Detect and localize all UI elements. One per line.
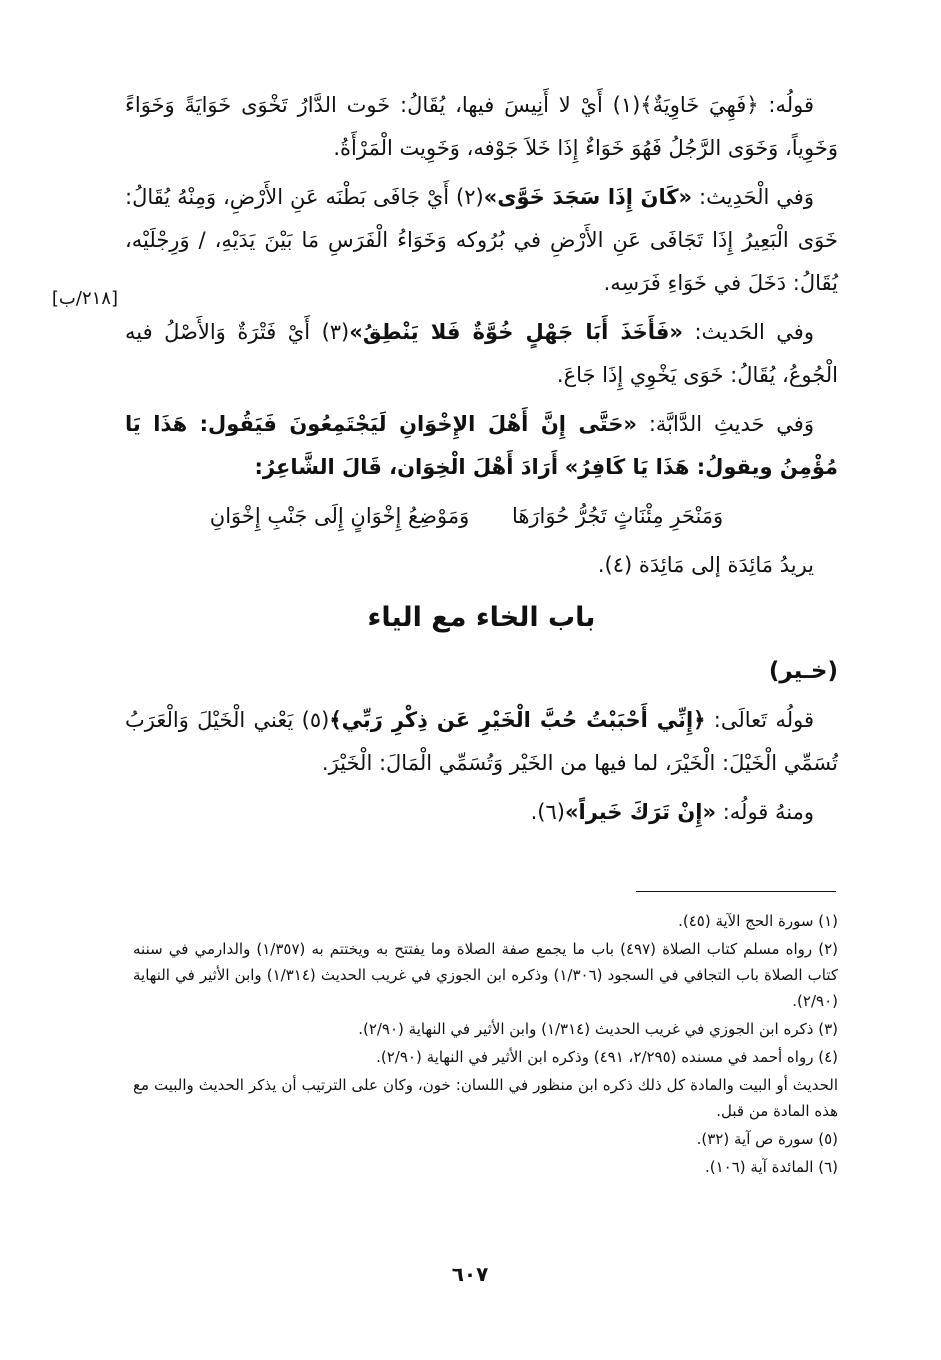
footnote-separator — [636, 891, 836, 892]
footnotes — [133, 908, 838, 1182]
hadith-quote: «كَانَ إِذَا سَجَدَ خَوَّى» — [483, 185, 693, 209]
footnote: (٢) رواه مسلم كتاب الصلاة (٤٩٧) باب ما يجمع صفة الصلاة وما يفتتح به ويختتم به (١/٣٥٧) والدارمي في سننه كتاب الصلاة باب التجافي في السجود (١/٣٠٦) وذكره ابن الجوزي في غريب الحديث (١/٣١٤) وابن الأثير في النهاية (٢/٩٠). — [133, 940, 838, 1010]
paragraph-maida: يريدُ مَائِدَة إلى مَائِدَة (٤). — [597, 553, 814, 577]
hadith-quote: «حَتَّى إِنَّ أَهْلَ الإِخْوَانِ لَيَجْتَمِعُونَ فَيَقُول: هَذَا يَا مُؤْمِنُ ويقولُ: هَذَا يَا كَافِرُ» — [125, 412, 838, 479]
main-text — [125, 84, 838, 840]
quran-quote: ﴿إِنِّي أَحْبَبْتُ حُبَّ الْخَيْرِ عَن ذِكْرِ رَبِّي﴾ — [329, 708, 706, 732]
paragraph-rest: (٢) أَيْ جَافَى بَطْنَه عَنِ الأَرْضِ، وَمِنْهُ يُقَالُ: خَوَى الْبَعِيرُ إِذَا تَجَافَى عَنِ الأَرْضِ في بُرُوكه وَخَوَاءُ الْفَرَسِ مَا بَيْنَ يَدَيْهِ، / وَرِجْلَيْه، يُقَالُ: دَخَلَ في خَوَاءِ فَرَسِه. — [125, 185, 838, 295]
manuscript-folio-reference: [٢١٨/ب] — [51, 288, 118, 309]
paragraph-lead: وَفي الْحَدِيث: — [699, 185, 814, 209]
entry-heading: (خـير) — [768, 658, 838, 684]
quran-quote: «إِنْ تَرَكَ خَيراً» — [564, 800, 717, 824]
verse-second-hemistich: وَمَوْضِعُ إِخْوَانٍ إِلَى جَنْبِ إِخْوَانِ — [209, 504, 470, 528]
paragraph-lead: قولُه تَعالَى: — [713, 708, 814, 732]
paragraph-rest: أَرَادَ أَهْلَ الْخِوَان، قَالَ الشَّاعِرُ: — [254, 455, 559, 479]
paragraph-lead: ومنهُ قولُه: — [722, 800, 814, 824]
paragraph-rest: (٥) يَعْني الْخَيْلَ وَالْعَرَبُ تُسَمِّي الْخَيْلَ: الْخَيْرَ، لما فيها من الخَيْر وَتُسَمِّي الْمَالَ: الْخَيْرَ. — [125, 708, 838, 775]
paragraph-rest: (٣) أَيْ فَتْرَةٌ وَالأَصْلُ فيه الْجُوعُ، يُقَالُ: خَوَى يَخْوِي إِذَا جَاعَ. — [125, 320, 838, 387]
hadith-quote: «فَأَخَذَ أَبَا جَهْلٍ خُوَّةٌ فَلا يَنْطِقُ» — [349, 320, 683, 344]
poetry-verse — [125, 495, 808, 538]
footnote: الحديث أو البيت والمادة كل ذلك ذكره ابن منظور في اللسان: خون، وكان على الترتيب أن يذكر الحديث والبيت مع هذه المادة من قبل. — [133, 1076, 838, 1120]
footnote: (١) سورة الحج الآية (٤٥). — [678, 912, 838, 930]
page-number: ٦٠٧ — [451, 1262, 489, 1286]
verse-first-hemistich: وَمَنْحَرِ مِئْنَاثٍ تَجُرُّ حُوَارَهَا — [511, 504, 724, 528]
footnote: (٦) المائدة آية (١٠٦). — [705, 1158, 838, 1176]
paragraph-rest: (٦). — [530, 800, 565, 824]
paragraph-hadith-dabba — [125, 403, 838, 489]
footnote: (٣) ذكره ابن الجوزي في غريب الحديث (١/٣١٤) وابن الأثير في النهاية (٢/٩٠). — [358, 1020, 838, 1038]
paragraph-lead: وَفي حَديثِ الدَّابَّة: — [648, 412, 814, 436]
paragraph-khayr-tarak — [125, 791, 838, 834]
footnote: (٥) سورة ص آية (٣٢). — [696, 1130, 838, 1148]
paragraph-lead: وفي الحَديث: — [694, 320, 814, 344]
section-heading: باب الخاء مع الياء — [367, 602, 596, 633]
paragraph-khawiya: قولُه: ﴿فَهِيَ خَاوِيَةٌ﴾(١) أَيْ لا أَنِيسَ فيها، يُقَالُ: خَوت الدَّارُ تَخْوَى خَوَايَةً وَخَوَاءً وَخَوِياً، وَخَوَى الرَّجُلُ فَهُوَ خَوَاءٌ إِذَا خَلاَ جَوْفه، وَخَوِيت الْمَرْأَةُ. — [125, 93, 838, 160]
footnote: (٤) رواه أحمد في مسنده (٢/٢٩٥، ٤٩١) وذكره ابن الأثير في النهاية (٢/٩٠). — [376, 1048, 838, 1066]
paragraph-khayr-verse — [125, 699, 838, 785]
paragraph-hadith-sujud — [125, 176, 838, 305]
paragraph-hadith-abu-jahl — [125, 311, 838, 397]
